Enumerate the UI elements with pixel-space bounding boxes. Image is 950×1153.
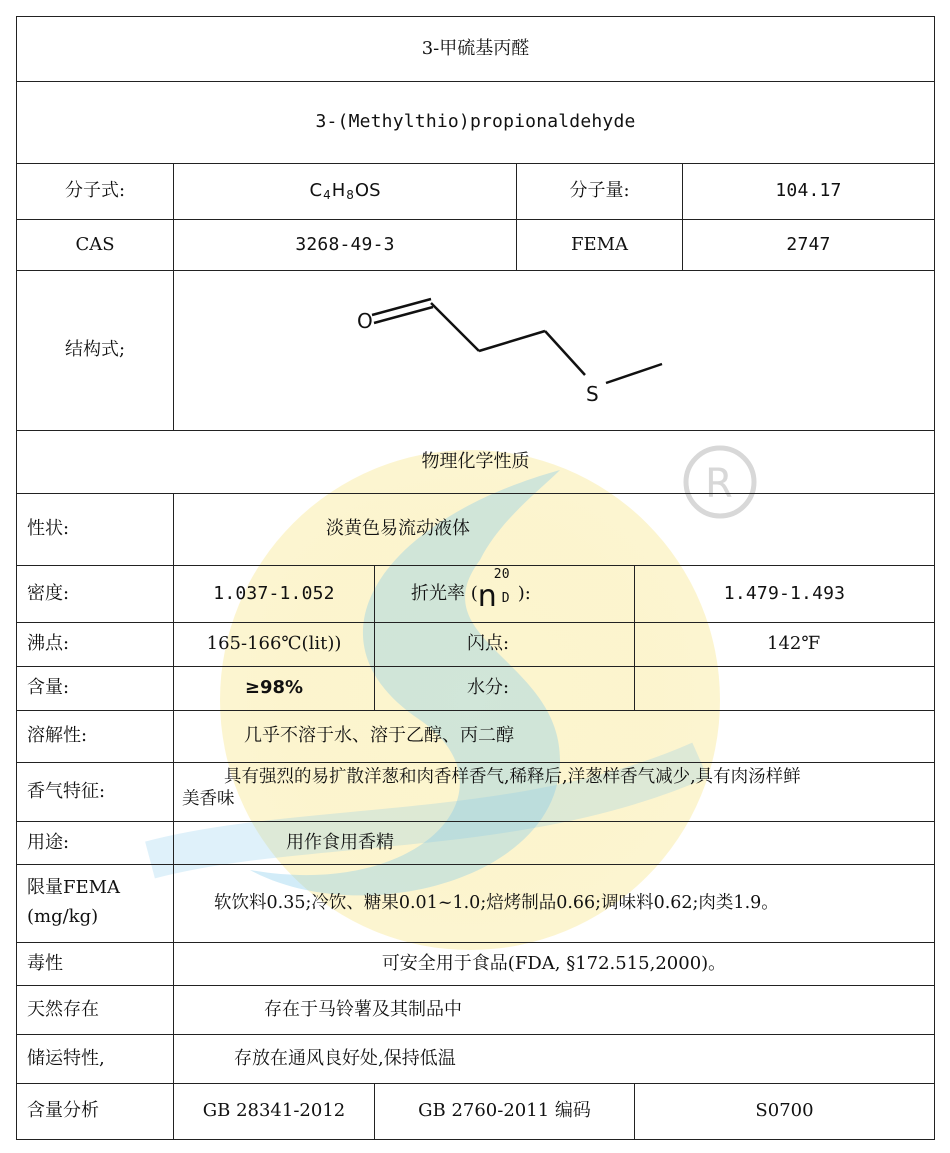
content-label-text: 含量: (27, 677, 70, 699)
toxicity-value-text: 可安全用于食品(FDA, §172.515,2000)。 (381, 952, 727, 974)
formula-value (173, 163, 517, 220)
cas-value (173, 219, 517, 271)
refractive-symbol (477, 567, 518, 614)
appearance-label-text: 性状: (27, 518, 70, 540)
limit-label-2: (mg/kg) (27, 905, 99, 927)
formula-part: H (331, 180, 346, 202)
boiling-value-text: 165-166℃(lit)) (206, 633, 342, 655)
odor-label-text: 香气特征: (27, 780, 106, 802)
toxicity-label (16, 942, 174, 986)
odor-line-1: 具有强烈的易扩散洋葱和肉香样香气,稀释后,洋葱样香气减少,具有肉汤样鲜 (224, 767, 801, 787)
weight-value (682, 163, 935, 220)
natural-label-text: 天然存在 (27, 998, 99, 1020)
flash-value-text: 142℉ (767, 633, 821, 655)
title-cn-text: 3-甲硫基丙醛 (421, 37, 530, 59)
cas-label-text: CAS (75, 233, 115, 255)
bond-c2c3 (479, 331, 545, 351)
refractive-label-pre: 折光率 ( (411, 582, 478, 604)
storage-value-text: 存放在通风良好处,保持低温 (234, 1047, 456, 1069)
bond-sch3 (606, 364, 662, 383)
solubility-label-text: 溶解性: (27, 725, 88, 747)
formula-part: OS (354, 180, 381, 202)
bond-c1c2 (431, 303, 479, 351)
structure-cell (173, 270, 935, 431)
density-label-text: 密度: (27, 582, 70, 604)
density-label (16, 565, 174, 623)
structure-label (16, 270, 174, 431)
refractive-value-text: 1.479-1.493 (723, 582, 846, 604)
odor-line-2: 美香味 (182, 788, 235, 809)
physchem-header (16, 430, 935, 494)
assay-label (16, 1083, 174, 1140)
limit-value-text: 软饮料0.35;冷饮、糖果0.01~1.0;焙烤制品0.66;调味料0.62;肉类1.9。 (214, 892, 779, 913)
usage-label (16, 821, 174, 865)
moisture-label-text: 水分: (467, 677, 510, 699)
content-value (173, 666, 375, 711)
assay-code-text: S0700 (755, 1100, 814, 1122)
refractive-label-post: ): (517, 582, 531, 604)
moisture-value (634, 666, 935, 711)
solubility-label (16, 710, 174, 763)
refractive-sup: 20 (493, 567, 510, 582)
density-value (173, 565, 375, 623)
appearance-value-text: 淡黄色易流动液体 (326, 518, 470, 540)
physchem-header-text: 物理化学性质 (421, 450, 530, 472)
weight-label (516, 163, 683, 220)
boiling-value (173, 622, 375, 667)
title-en (16, 81, 935, 164)
flash-label-text: 闪点: (467, 633, 510, 655)
formula-label (16, 163, 174, 220)
formula-sub: 4 (323, 188, 331, 202)
usage-value-text: 用作食用香精 (286, 831, 394, 853)
cas-label (16, 219, 174, 271)
formula-sub: 8 (346, 188, 354, 202)
usage-value (173, 821, 935, 865)
refractive-value (634, 565, 935, 623)
atom-s: S (586, 382, 599, 406)
refractive-label (374, 565, 635, 623)
solubility-value (173, 710, 935, 763)
cas-value-text: 3268-49-3 (295, 233, 395, 255)
title-cn (16, 16, 935, 82)
content-value-text: ≥98% (244, 677, 304, 699)
formula-label-text: 分子式: (64, 180, 126, 202)
bond-c3s (545, 331, 585, 375)
formula-part: C (309, 180, 323, 202)
storage-label (16, 1034, 174, 1084)
structure-label-text: 结构式; (64, 339, 126, 361)
natural-value-text: 存在于马铃薯及其制品中 (264, 998, 462, 1020)
structure-diagram (174, 271, 934, 430)
appearance-value (173, 493, 935, 566)
assay-code (634, 1083, 935, 1140)
limit-label (16, 864, 174, 943)
atom-o: O (357, 309, 373, 333)
svg-text:R: R (705, 461, 733, 507)
fema-value-text: 2747 (786, 233, 831, 255)
toxicity-label-text: 毒性 (27, 952, 63, 974)
assay-standard-1 (173, 1083, 375, 1140)
refractive-n: n (477, 578, 497, 614)
solubility-value-text: 几乎不溶于水、溶于乙醇、丙二醇 (244, 725, 514, 747)
moisture-label (374, 666, 635, 711)
assay-standard-1-text: GB 28341-2012 (202, 1100, 346, 1122)
usage-label-text: 用途: (27, 831, 70, 853)
limit-label-1: 限量FEMA (27, 877, 121, 898)
bond-co-1 (372, 299, 431, 315)
natural-label (16, 985, 174, 1035)
assay-standard-2-text: GB 2760-2011 编码 (418, 1100, 591, 1122)
refractive-sub: D (501, 591, 510, 606)
assay-standard-2 (374, 1083, 635, 1140)
density-value-text: 1.037-1.052 (213, 582, 335, 604)
assay-label-text: 含量分析 (27, 1100, 99, 1122)
odor-label (16, 762, 174, 822)
storage-label-text: 储运特性, (27, 1047, 105, 1069)
fema-label-text: FEMA (570, 233, 629, 255)
title-en-text: 3-(Methylthio)propionaldehyde (315, 111, 636, 133)
flash-value (634, 622, 935, 667)
weight-value-text: 104.17 (775, 180, 842, 202)
limit-value (173, 864, 935, 943)
boiling-label (16, 622, 174, 667)
boiling-label-text: 沸点: (27, 633, 70, 655)
weight-label-text: 分子量: (569, 180, 630, 202)
toxicity-value (173, 942, 935, 986)
appearance-label (16, 493, 174, 566)
content-label (16, 666, 174, 711)
product-spec-table (16, 16, 935, 1140)
storage-value (173, 1034, 935, 1084)
fema-value (682, 219, 935, 271)
flash-label (374, 622, 635, 667)
natural-value (173, 985, 935, 1035)
fema-label (516, 219, 683, 271)
bond-co-2 (374, 307, 433, 323)
odor-value (173, 762, 935, 822)
